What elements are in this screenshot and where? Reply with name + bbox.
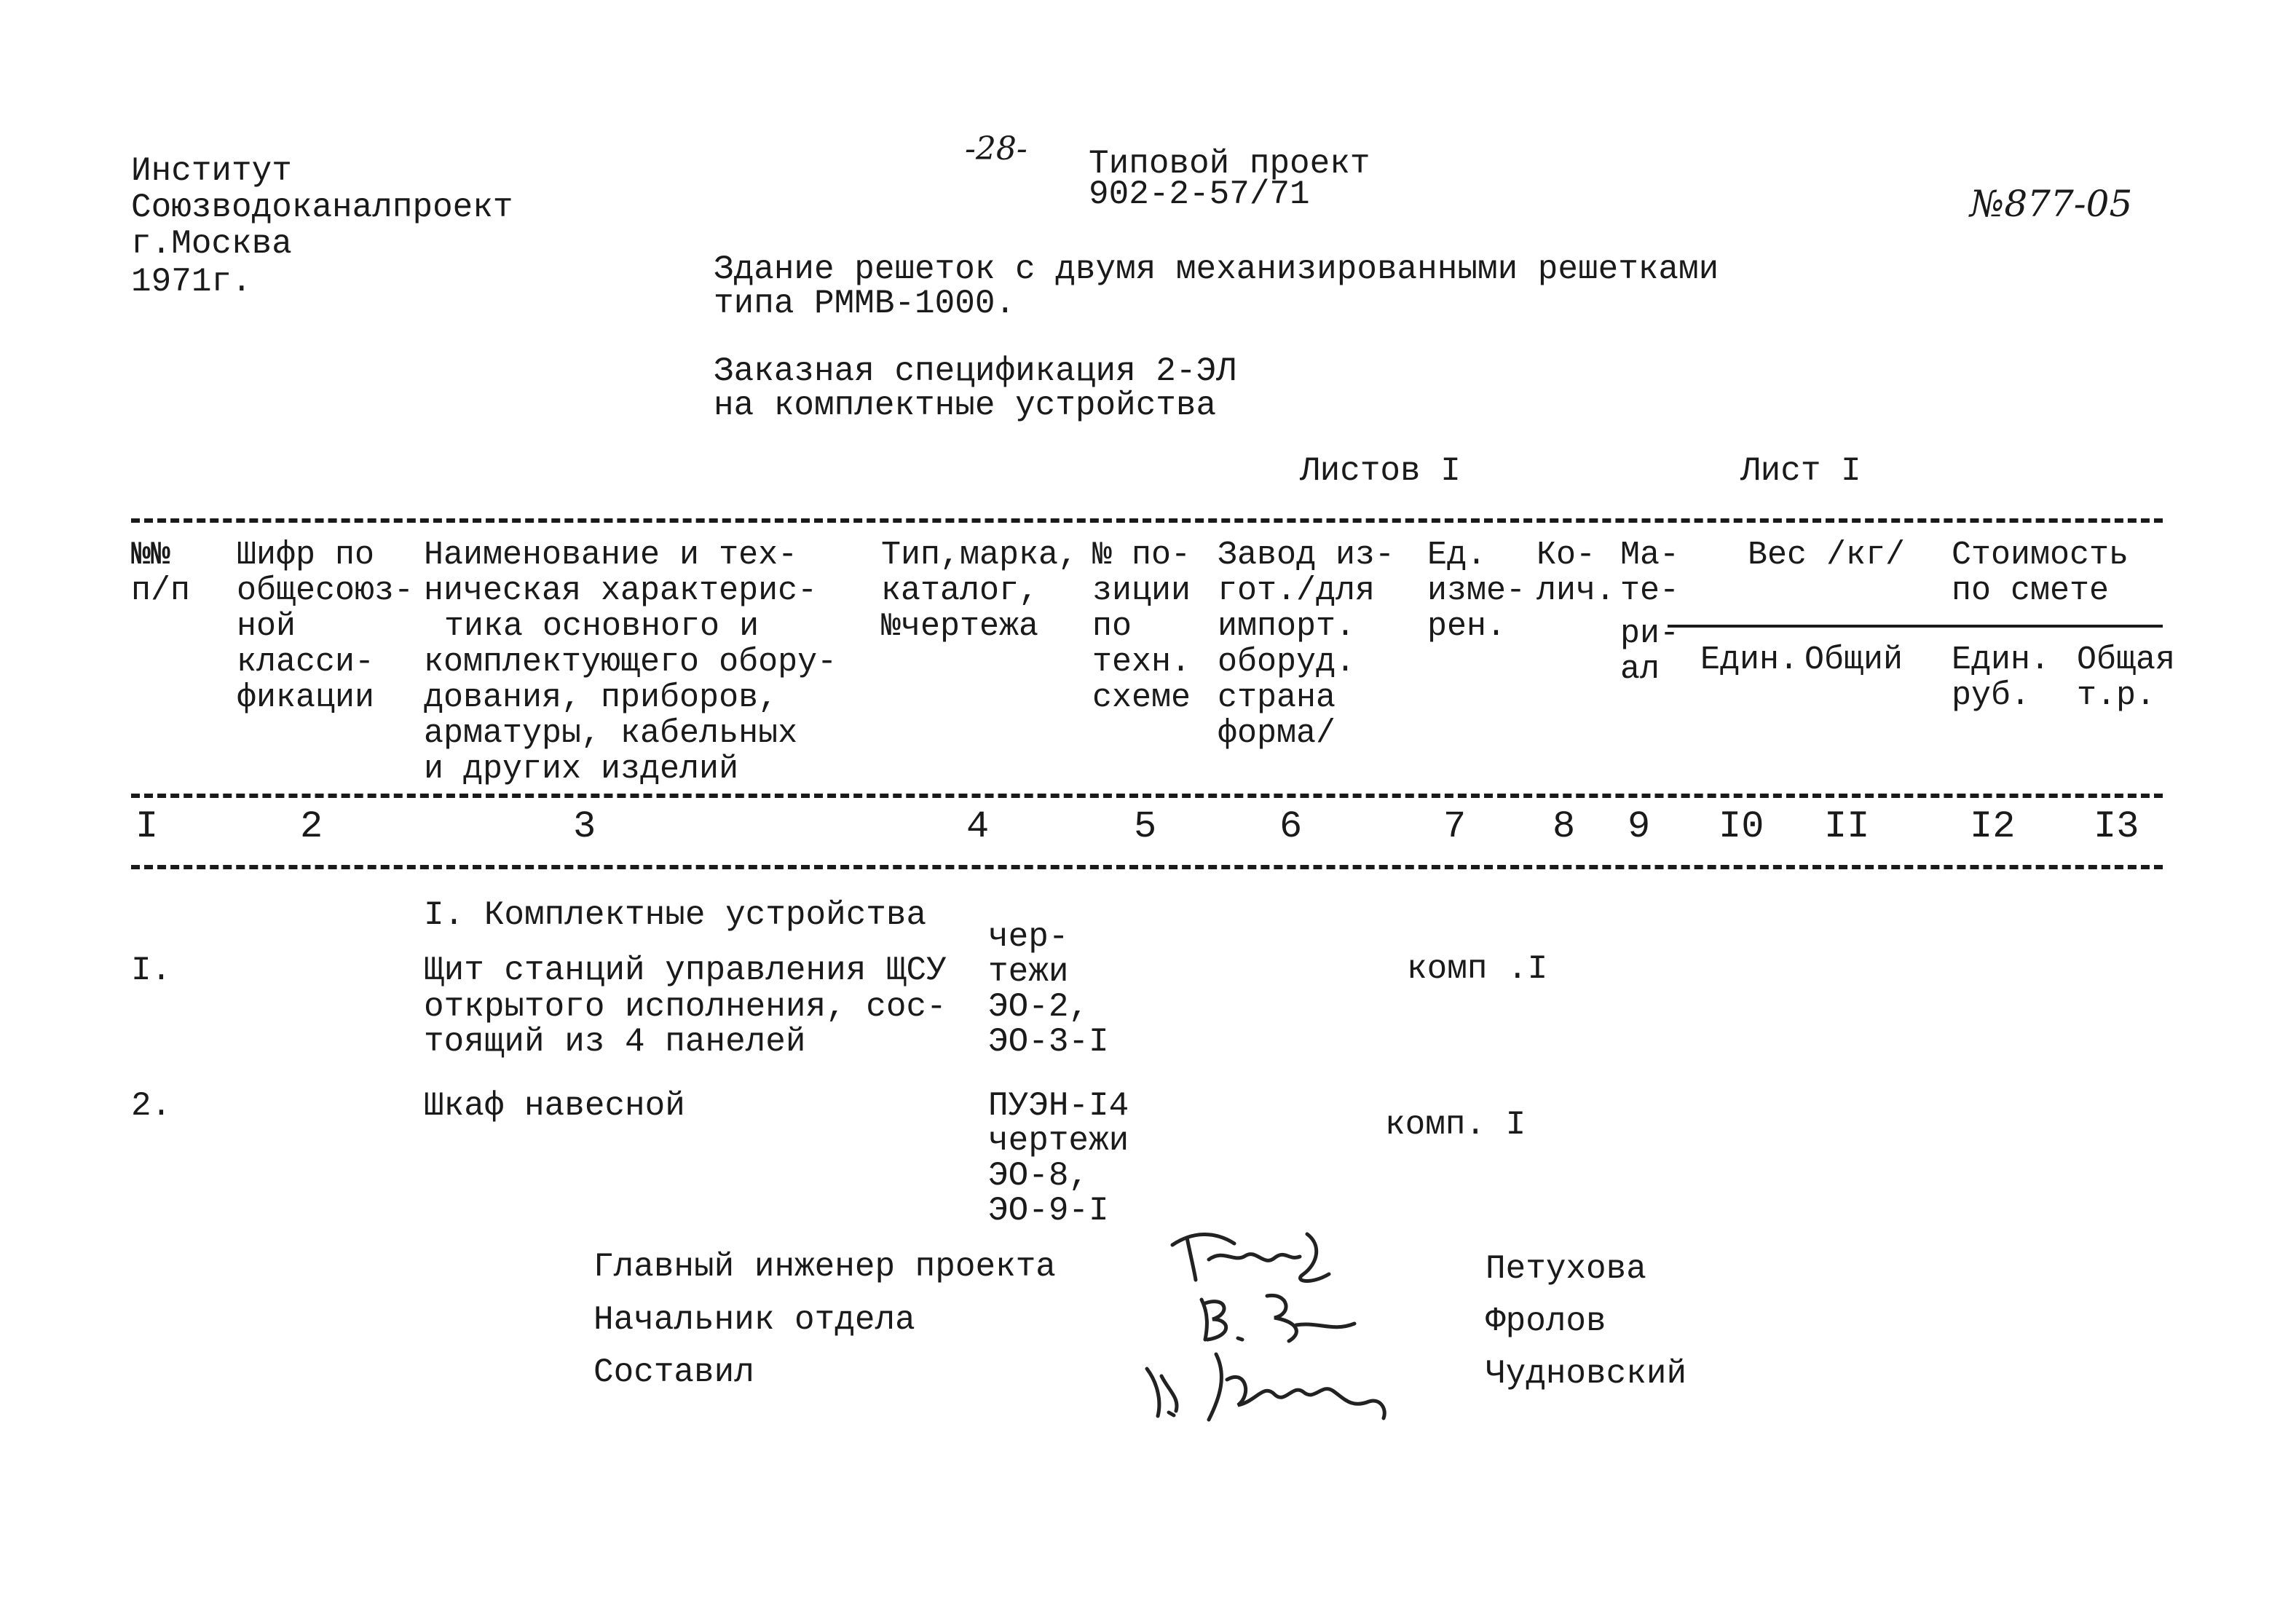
colnum-13: I3 (2094, 805, 2139, 848)
col8-header-2: лич. (1536, 572, 1616, 609)
sheet-current: Лист I (1740, 452, 1861, 490)
title-line-2: типа РММВ-1000. (714, 285, 1016, 323)
colnum-10: I0 (1719, 805, 1764, 848)
col8-header-1: Ко- (1536, 537, 1596, 574)
weight-unit-header: Един. (1700, 641, 1799, 679)
institute-line-4: 1971г. (131, 263, 252, 301)
weight-total-header: Общий (1804, 641, 1904, 679)
inventory-number: №877-05 (1970, 183, 2133, 225)
item-type-line: чер- (988, 918, 1069, 956)
col3-header-4: комплектующего обору- (424, 644, 837, 681)
col6-header-2: гот./для (1218, 572, 1376, 609)
col7-header-2: изме- (1427, 572, 1526, 609)
col4-header-2: каталог, (881, 572, 1039, 609)
col6-header-6: форма/ (1218, 715, 1336, 752)
institute-line-3: г.Москва (131, 225, 292, 263)
col4-header-3: №чертежа (881, 608, 1039, 645)
colnum-9: 9 (1628, 805, 1651, 848)
colnum-1: I (135, 805, 159, 848)
col9-header-2: те- (1620, 572, 1680, 609)
col7-header-3: рен. (1427, 608, 1507, 645)
subtitle-line-1: Заказная спецификация 2-ЭЛ (714, 352, 1236, 390)
col2-header-2: общесоюз- (237, 572, 414, 609)
section-title: I. Комплектные устройства (424, 896, 927, 934)
subtitle-line-2: на комплектные устройства (714, 387, 1217, 424)
colnum-11: II (1824, 805, 1870, 848)
colnum-7: 7 (1443, 805, 1467, 848)
col2-header-3: ной (237, 608, 296, 645)
signature-scribble-3 (1136, 1340, 1398, 1427)
page-number: -28- (965, 130, 1027, 167)
cost-total-header-1: Общая (2077, 641, 2176, 679)
col5-header-3: по (1092, 608, 1132, 645)
col5-header-2: зиции (1092, 572, 1191, 609)
item-unit-qty: комп .I (1407, 950, 1548, 988)
col5-header-5: схеме (1092, 679, 1191, 716)
item-type-line: тежи (988, 953, 1069, 991)
colnum-top-rule (131, 794, 2163, 798)
col3-header-7: и других изделий (424, 751, 739, 788)
colnum-4: 4 (966, 805, 990, 848)
col2-header-5: фикации (237, 679, 375, 716)
item-number: 2. (131, 1087, 172, 1125)
weight-header: Вес /кг/ (1748, 537, 1906, 574)
title-line-1: Здание решеток с двумя механизированными решетками (714, 250, 1719, 288)
cost-unit-header-2: руб. (1952, 677, 2031, 714)
col7-header-1: Ед. (1427, 537, 1487, 574)
signature-name: Чудновский (1486, 1355, 1687, 1393)
institute-line-1: Институт (131, 152, 292, 190)
signature-name: Петухова (1486, 1250, 1646, 1288)
col2-header-1: Шифр по (237, 537, 375, 574)
project-line-1: Типовой проект (1089, 145, 1370, 183)
col9-header-4: ал (1620, 651, 1660, 688)
col6-header-5: страна (1218, 679, 1336, 716)
colnum-3: 3 (573, 805, 596, 848)
col3-header-5: дования, приборов, (424, 679, 778, 716)
signature-role: Составил (593, 1353, 754, 1391)
col3-header-1: Наименование и тех- (424, 537, 798, 574)
col3-header-3: тика основного и (444, 608, 760, 645)
col2-header-4: класси- (237, 644, 375, 681)
item-name-line: Шкаф навесной (424, 1087, 685, 1125)
col6-header-3: импорт. (1218, 608, 1356, 645)
colnum-5: 5 (1134, 805, 1157, 848)
colnum-12: I2 (1970, 805, 2016, 848)
col9-header-1: Ма- (1620, 537, 1680, 574)
item-type-line: ЭО-2, (988, 988, 1089, 1026)
cost-header-1: Стоимость (1952, 537, 2129, 574)
signature-role: Главный инженер проекта (593, 1248, 1056, 1286)
item-name-line: Щит станций управления ЩСУ (424, 952, 947, 989)
col4-header-1: Тип,марка, (881, 537, 1078, 574)
signature-role: Начальник отдела (593, 1301, 915, 1339)
subheader-rule (1668, 625, 2163, 628)
colnum-8: 8 (1553, 805, 1576, 848)
item-unit-qty: комп. I (1385, 1106, 1526, 1144)
institute-line-2: Союзводоканалпроект (131, 189, 513, 226)
sheets-total: Листов I (1300, 452, 1461, 490)
item-type-line: ЭО-3-I (988, 1023, 1109, 1061)
col1-header-1: №№ (131, 537, 171, 574)
col3-header-6: арматуры, кабельных (424, 715, 798, 752)
col5-header-4: техн. (1092, 644, 1191, 681)
colnum-bottom-rule (131, 865, 2163, 869)
col5-header-1: № по- (1092, 537, 1191, 574)
cost-header-2: по смете (1952, 572, 2110, 609)
cost-total-header-2: т.р. (2077, 677, 2156, 714)
item-type-line: чертежи (988, 1122, 1129, 1160)
item-type-line: ЭО-8, (988, 1157, 1089, 1195)
colnum-6: 6 (1279, 805, 1303, 848)
item-type-line: ПУЭН-I4 (988, 1087, 1129, 1125)
item-name-line: открытого исполнения, сос- (424, 988, 947, 1026)
header-top-rule (131, 518, 2163, 523)
signature-name: Фролов (1486, 1302, 1606, 1340)
item-name-line: тоящий из 4 панелей (424, 1023, 806, 1061)
signature-scribble-2 (1187, 1281, 1362, 1347)
project-line-2: 902-2-57/71 (1089, 175, 1310, 213)
col6-header-1: Завод из- (1218, 537, 1395, 574)
col9-header-3: ри- (1620, 615, 1680, 652)
colnum-2: 2 (300, 805, 323, 848)
cost-unit-header-1: Един. (1952, 641, 2051, 679)
col3-header-2: ническая характерис- (424, 572, 818, 609)
item-number: I. (131, 952, 172, 989)
col6-header-4: оборуд. (1218, 644, 1356, 681)
item-type-line: ЭО-9-I (988, 1192, 1109, 1230)
signature-scribble-1 (1165, 1223, 1354, 1289)
col1-header-2: п/п (131, 572, 191, 609)
